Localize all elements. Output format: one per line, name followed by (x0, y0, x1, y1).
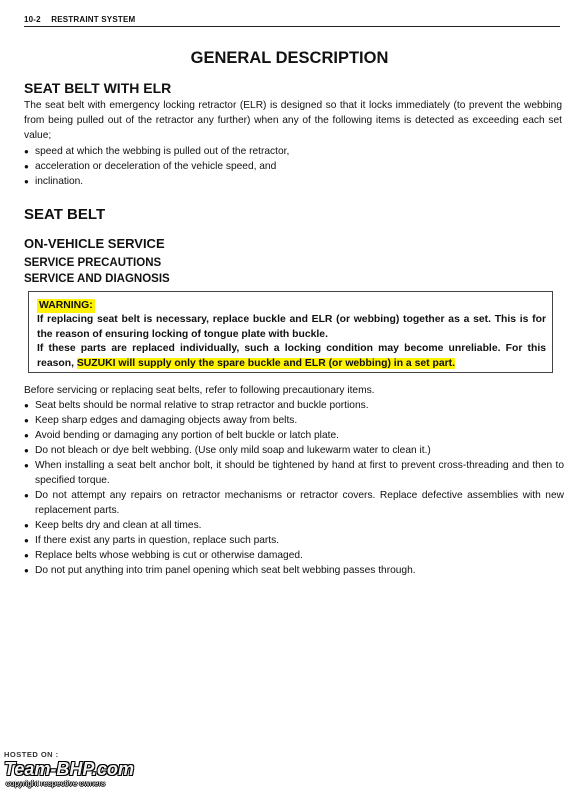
list-item (24, 428, 564, 443)
list-item (24, 159, 564, 174)
page-title: GENERAL DESCRIPTION (190, 49, 389, 67)
hosted-on-label: HOSTED ON : (4, 750, 59, 759)
elr-list (24, 144, 564, 189)
service-precautions-heading: SERVICE PRECAUTIONS (24, 257, 162, 269)
list-item-text: Keep sharp edges and damaging objects away from belts. (35, 415, 298, 426)
list-item-text: Do not bleach or dye belt webbing. (Use only mild soap and lukewarm water to clean it.) (35, 445, 431, 456)
list-item (24, 518, 564, 533)
list-item-text: If there exist any parts in question, replace such parts. (35, 535, 280, 546)
list-item (24, 398, 564, 413)
list-item (24, 488, 564, 518)
bullet-icon: ● (24, 536, 29, 545)
precautions-list (24, 398, 564, 578)
list-item (24, 548, 564, 563)
warning-line-2-start: If these parts are replaced individually, such a locking condition may become unreliable. For this reason, (37, 343, 546, 369)
list-item (24, 533, 564, 548)
section-name: RESTRAINT SYSTEM (51, 15, 136, 24)
bullet-icon: ● (24, 521, 29, 530)
bullet-icon: ● (24, 177, 29, 186)
list-item-text: speed at which the webbing is pulled out of the retractor, (35, 146, 290, 157)
list-item-text: Replace belts whose webbing is cut or otherwise damaged. (35, 550, 303, 561)
bullet-icon: ● (24, 446, 29, 455)
list-item (24, 458, 564, 488)
service-diagnosis-heading: SERVICE AND DIAGNOSIS (24, 273, 170, 285)
team-bhp-logo: Team-BHP.com (4, 759, 135, 779)
list-item (24, 443, 564, 458)
seat-belt-heading: SEAT BELT (24, 206, 106, 223)
page-number: 10-2 (24, 15, 41, 24)
list-item (24, 174, 564, 189)
warning-highlight: SUZUKI will supply only the spare buckle and ELR (or webbing) in a set part. (76, 357, 456, 369)
list-item-text: Do not put anything into trim panel opening which seat belt webbing passes through. (35, 565, 416, 576)
bullet-icon: ● (24, 401, 29, 410)
list-item-text: Do not attempt any repairs on retractor mechanisms or retractor covers. Replace defective assemblies with new replacement parts. (35, 490, 564, 516)
bullet-icon: ● (24, 431, 29, 440)
bullet-icon: ● (24, 551, 29, 560)
list-item-text: acceleration or deceleration of the vehicle speed, and (35, 161, 277, 172)
list-item-text: Seat belts should be normal relative to strap retractor and buckle portions. (35, 400, 369, 411)
list-item (24, 563, 564, 578)
list-item-text: Keep belts dry and clean at all times. (35, 520, 202, 531)
precautions-intro: Before servicing or replacing seat belts, refer to following precautionary items. (24, 385, 375, 396)
warning-line-1: If replacing seat belt is necessary, replace buckle and ELR (or webbing) together as a set. This is for the reason of ensuring locking of tongue plate with buckle. (37, 314, 546, 340)
list-item-text: Avoid bending or damaging any portion of belt buckle or latch plate. (35, 430, 339, 441)
warning-line-2 (37, 342, 546, 371)
copyright-notice: copyright respective owners (6, 779, 106, 788)
bullet-icon: ● (24, 147, 29, 156)
bullet-icon: ● (24, 416, 29, 425)
page-header (24, 15, 560, 27)
bullet-icon: ● (24, 162, 29, 171)
list-item-text: When installing a seat belt anchor bolt, it should be tightened by hand at first to prevent cross-threading and then to specified torque. (35, 460, 564, 486)
elr-heading: SEAT BELT WITH ELR (24, 80, 172, 96)
list-item-text: inclination. (35, 176, 84, 187)
bullet-icon: ● (24, 461, 29, 470)
on-vehicle-service-heading: ON-VEHICLE SERVICE (24, 236, 165, 251)
list-item (24, 144, 564, 159)
bullet-icon: ● (24, 491, 29, 500)
bullet-icon: ● (24, 566, 29, 575)
elr-intro: The seat belt with emergency locking retractor (ELR) is designed so that it locks immediately (to prevent the webbing from being pulled out of the retractor any further) when any of the following items is detected as exceeding each set value; (24, 100, 562, 141)
warning-label: WARNING: (39, 300, 93, 311)
warning-box (28, 291, 553, 373)
list-item (24, 413, 564, 428)
